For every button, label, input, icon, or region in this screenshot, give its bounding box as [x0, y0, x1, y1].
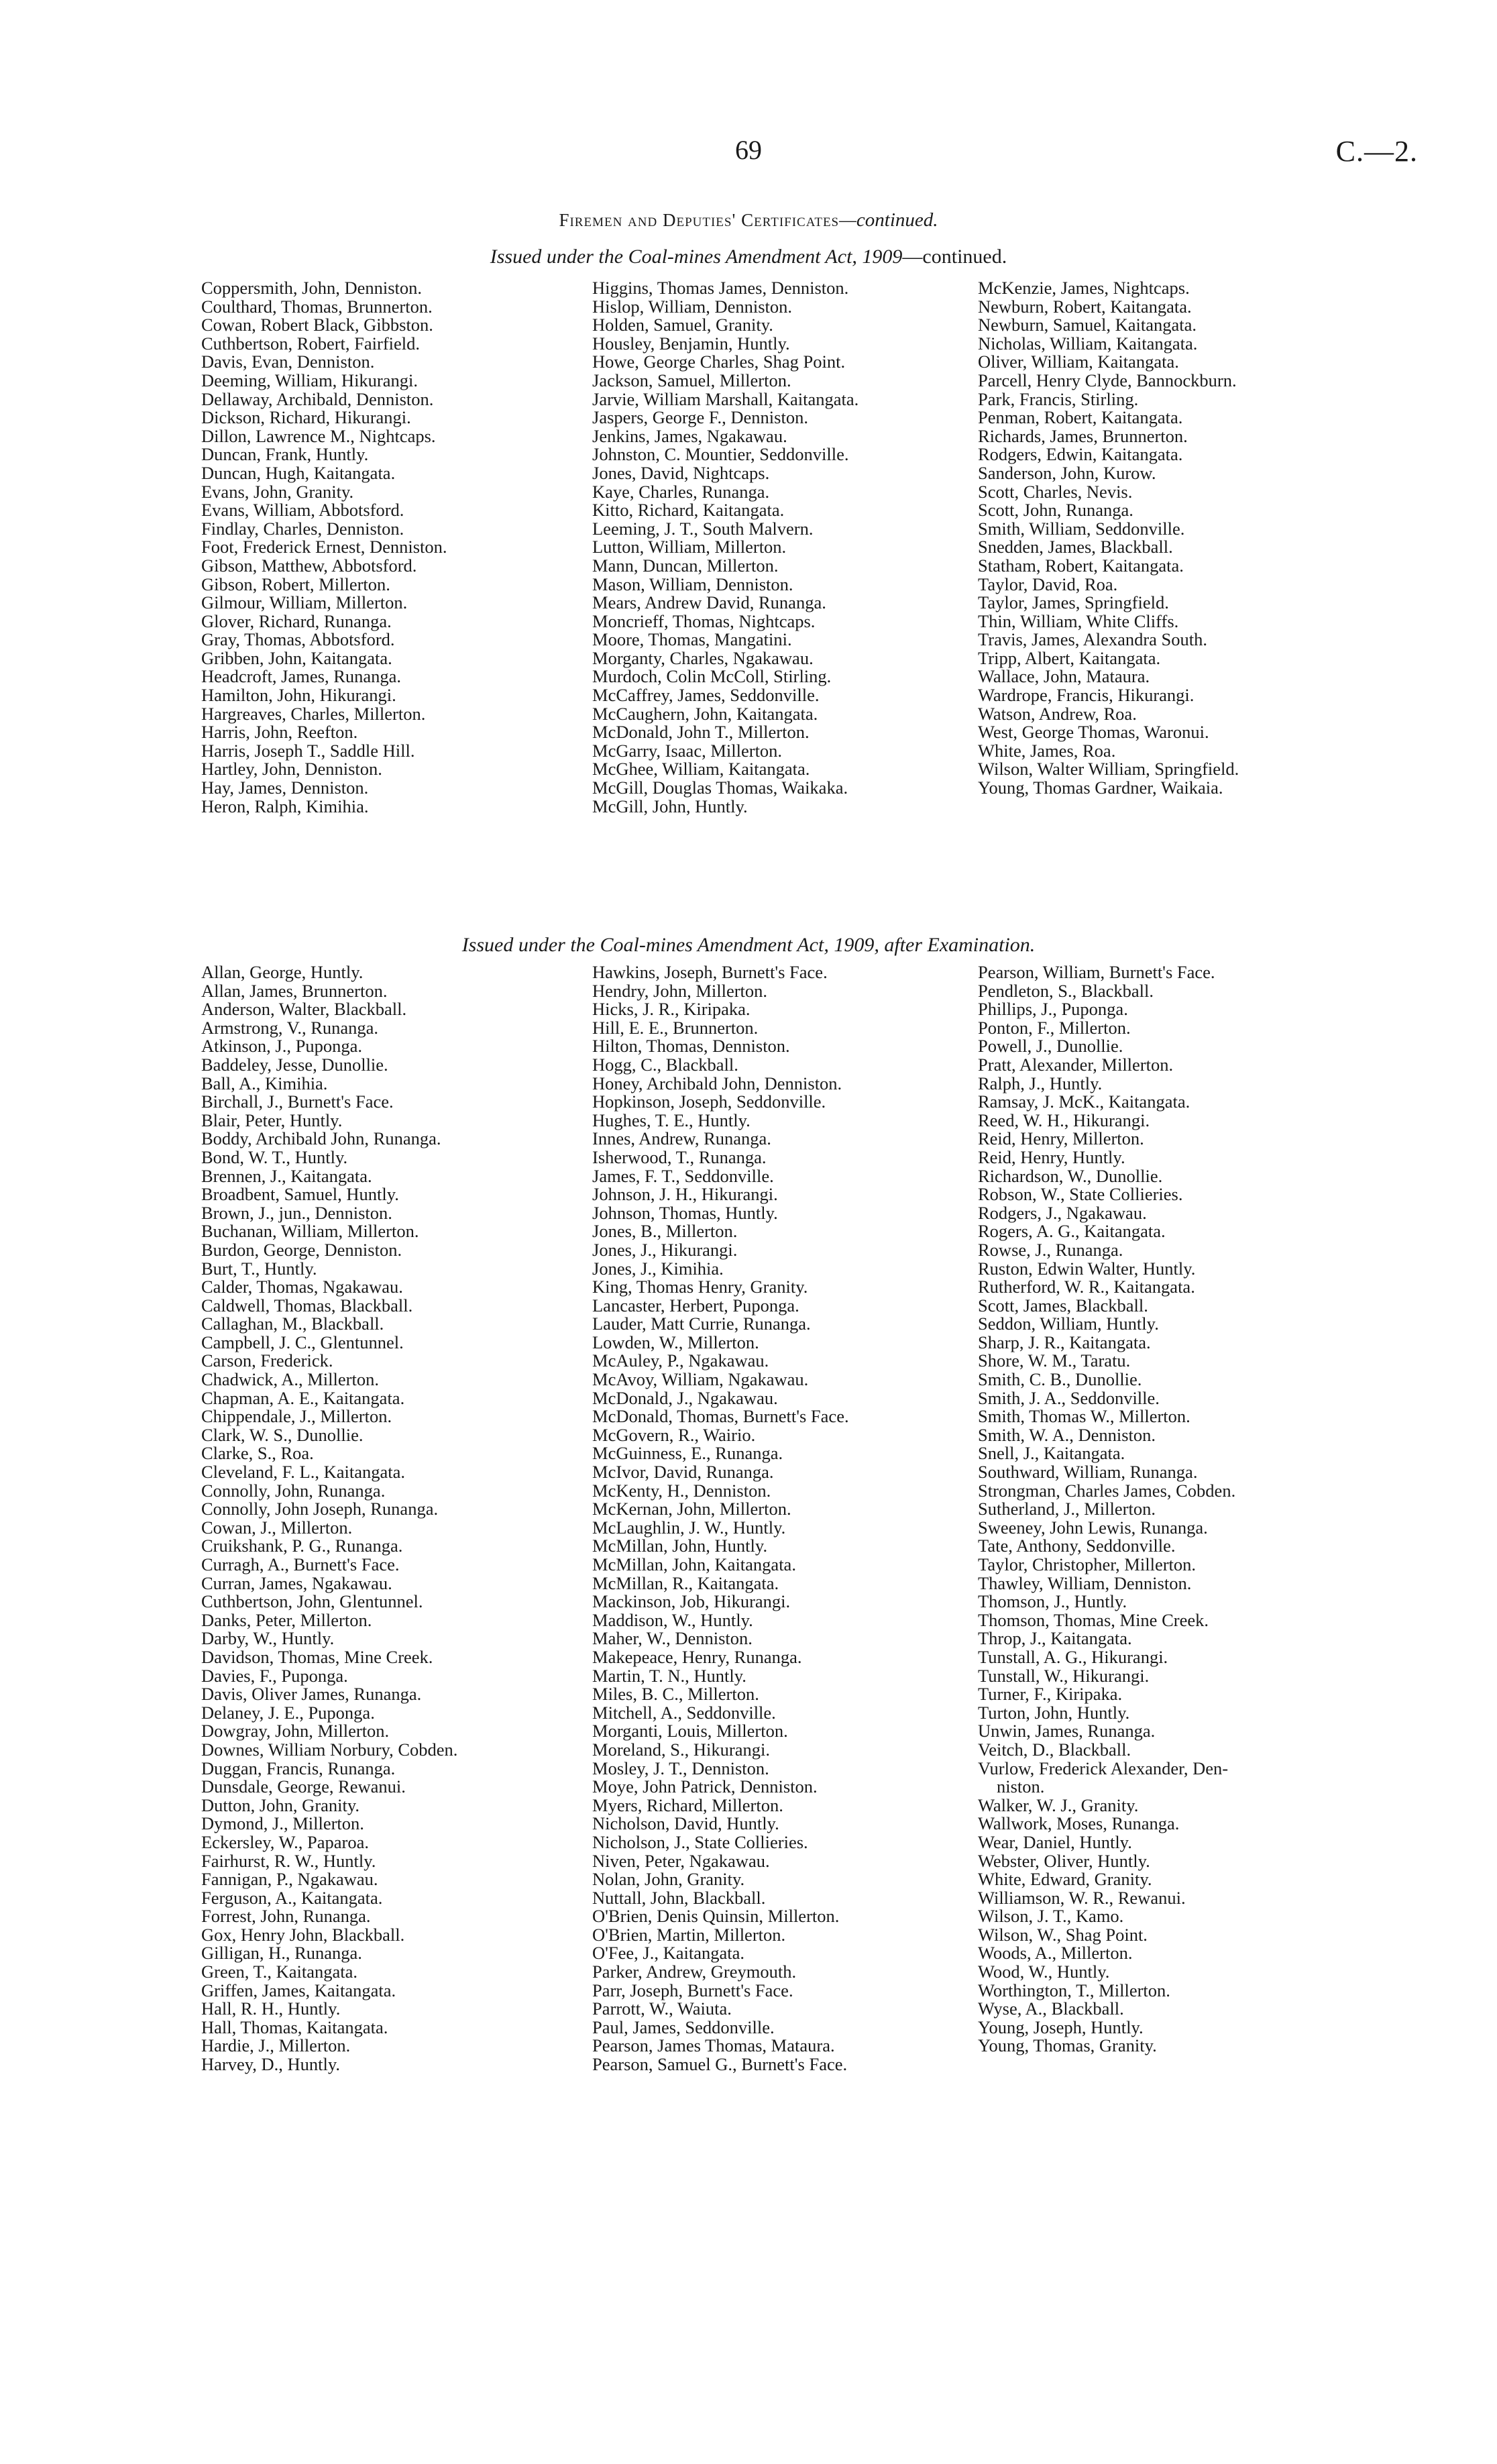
- certificate-entry: Eckersley, W., Paparoa.: [201, 1831, 369, 1852]
- certificate-entry: Southward, William, Runanga.: [978, 1462, 1198, 1483]
- certificate-entry: Wear, Daniel, Huntly.: [978, 1831, 1132, 1852]
- certificate-entry: Unwin, James, Runanga.: [978, 1721, 1156, 1742]
- certificate-entry: Jones, B., Millerton.: [592, 1221, 738, 1242]
- certificate-entry: Young, Thomas Gardner, Waikaia.: [978, 778, 1223, 798]
- certificate-entry: Worthington, T., Millerton.: [978, 1980, 1170, 2000]
- certificate-entry: Glover, Richard, Runanga.: [201, 610, 392, 631]
- certificate-entry: Gray, Thomas, Abbotsford.: [201, 629, 395, 650]
- certificate-entry: McLaughlin, J. W., Huntly.: [592, 1517, 786, 1538]
- certificate-entry: Nicholson, J., State Collieries.: [592, 1831, 808, 1852]
- certificate-entry: Tripp, Albert, Kaitangata.: [978, 647, 1161, 668]
- certificate-entry: Snedden, James, Blackball.: [978, 537, 1173, 557]
- certificate-entry: Martin, T. N., Huntly.: [592, 1665, 746, 1686]
- certificate-entry: Duncan, Frank, Huntly.: [201, 444, 369, 465]
- certificate-entry: McCaughern, John, Kaitangata.: [592, 703, 818, 724]
- certificate-entry: Rowse, J., Runanga.: [978, 1239, 1123, 1260]
- certificate-entry: Harvey, D., Huntly.: [201, 2054, 341, 2075]
- certificate-entry: Gilmour, William, Millerton.: [201, 592, 408, 613]
- certificate-entry: Pendleton, S., Blackball.: [978, 980, 1154, 1001]
- certificate-entry: McGuinness, E., Runanga.: [592, 1443, 783, 1464]
- certificate-entry: Nolan, John, Granity.: [592, 1869, 745, 1890]
- certificate-entry: Mackinson, Job, Hikurangi.: [592, 1591, 791, 1612]
- certificate-entry: White, Edward, Granity.: [978, 1869, 1152, 1890]
- certificate-entry: Bond, W. T., Huntly.: [201, 1146, 348, 1167]
- certificate-entry: Wood, W., Huntly.: [978, 1962, 1110, 1982]
- certificate-entry: Moreland, S., Hikurangi.: [592, 1739, 770, 1760]
- certificate-entry: Brennen, J., Kaitangata.: [201, 1165, 372, 1186]
- certificate-entry: Reid, Henry, Huntly.: [978, 1146, 1125, 1167]
- running-title-main: Firemen and Deputies' Certificates: [559, 210, 840, 230]
- certificate-entry: Jones, David, Nightcaps.: [592, 462, 770, 483]
- certificate-entry: Innes, Andrew, Runanga.: [592, 1128, 771, 1149]
- certificate-entry: Jenkins, James, Ngakawau.: [592, 425, 787, 446]
- certificate-entry: Young, Thomas, Granity.: [978, 2035, 1157, 2056]
- certificate-entry: Turton, John, Huntly.: [978, 1702, 1130, 1723]
- certificate-entry: Hardie, J., Millerton.: [201, 2035, 351, 2056]
- certificate-entry: Rodgers, J., Ngakawau.: [978, 1202, 1147, 1223]
- certificate-entry: Morganty, Charles, Ngakawau.: [592, 647, 814, 668]
- certificate-entry: Powell, J., Dunollie.: [978, 1036, 1123, 1057]
- certificate-entry: Chippendale, J., Millerton.: [201, 1406, 392, 1427]
- certificate-entry: Parker, Andrew, Greymouth.: [592, 1962, 797, 1982]
- certificate-entry: Reid, Henry, Millerton.: [978, 1128, 1144, 1149]
- certificate-entry: Kaye, Charles, Runanga.: [592, 481, 770, 502]
- certificate-entry: Lancaster, Herbert, Puponga.: [592, 1295, 799, 1316]
- certificate-entry: O'Brien, Martin, Millerton.: [592, 1924, 786, 1945]
- certificate-entry: McMillan, John, Huntly.: [592, 1536, 768, 1556]
- certificate-entry: Buchanan, William, Millerton.: [201, 1221, 419, 1242]
- certificate-entry: Hendry, John, Millerton.: [592, 980, 768, 1001]
- certificate-entry: Hamilton, John, Hikurangi.: [201, 685, 396, 706]
- certificate-entry: Clarke, S., Roa.: [201, 1443, 314, 1464]
- certificate-entry: Davis, Oliver James, Runanga.: [201, 1684, 422, 1705]
- section2-heading: [0, 934, 1497, 957]
- certificate-entry: Wyse, A., Blackball.: [978, 1998, 1124, 2019]
- certificate-entry: White, James, Roa.: [978, 740, 1116, 761]
- certificate-entry: Connolly, John Joseph, Runanga.: [201, 1499, 439, 1519]
- certificate-entry: West, George Thomas, Waronui.: [978, 722, 1209, 743]
- certificate-entry: McGarry, Isaac, Millerton.: [592, 740, 783, 761]
- certificate-entry: Allan, James, Brunnerton.: [201, 980, 388, 1001]
- certificate-entry: Honey, Archibald John, Denniston.: [592, 1073, 842, 1093]
- certificate-entry: Thawley, William, Denniston.: [978, 1572, 1192, 1593]
- certificate-entry: Turner, F., Kiripaka.: [978, 1684, 1123, 1705]
- certificate-entry: Nicholas, William, Kaitangata.: [978, 333, 1198, 354]
- certificate-entry: Fairhurst, R. W., Huntly.: [201, 1850, 376, 1871]
- section1-column-2: [592, 279, 858, 816]
- certificate-entry: Headcroft, James, Runanga.: [201, 666, 402, 687]
- certificate-entry: Young, Joseph, Huntly.: [978, 2017, 1144, 2037]
- certificate-entry: Mitchell, A., Seddonville.: [592, 1702, 776, 1723]
- certificate-entry: Hogg, C., Blackball.: [592, 1054, 738, 1075]
- certificate-entry: Ball, A., Kimihia.: [201, 1073, 328, 1093]
- certificate-entry: Cleveland, F. L., Kaitangata.: [201, 1462, 406, 1483]
- certificate-entry: McMillan, John, Kaitangata.: [592, 1554, 796, 1574]
- certificate-entry: Tunstall, W., Hikurangi.: [978, 1665, 1150, 1686]
- certificate-entry: Thomson, Thomas, Mine Creek.: [978, 1609, 1209, 1630]
- certificate-entry: Mann, Duncan, Millerton.: [592, 555, 779, 576]
- certificate-entry: Gox, Henry John, Blackball.: [201, 1924, 405, 1945]
- certificate-entry: Taylor, David, Roa.: [978, 574, 1118, 594]
- certificate-entry: Myers, Richard, Millerton.: [592, 1795, 783, 1815]
- certificate-entry: Isherwood, T., Runanga.: [592, 1146, 767, 1167]
- certificate-entry: Brown, J., jun., Denniston.: [201, 1202, 392, 1223]
- certificate-entry: Gilligan, H., Runanga.: [201, 1943, 362, 1964]
- certificate-entry: Veitch, D., Blackball.: [978, 1739, 1131, 1760]
- certificate-entry: Heron, Ralph, Kimihia.: [201, 796, 369, 816]
- certificate-entry: McDonald, J., Ngakawau.: [592, 1387, 778, 1408]
- certificate-entry: Hislop, William, Denniston.: [592, 296, 793, 317]
- certificate-entry: Hill, E. E., Brunnerton.: [592, 1017, 759, 1038]
- certificate-entry: Davies, F., Puponga.: [201, 1665, 348, 1686]
- certificate-entry: Chadwick, A., Millerton.: [201, 1369, 379, 1390]
- certificate-entry: Burt, T., Huntly.: [201, 1258, 317, 1279]
- certificate-entry: Danks, Peter, Millerton.: [201, 1609, 372, 1630]
- certificate-entry: Chapman, A. E., Kaitangata.: [201, 1387, 405, 1408]
- certificate-entry: Lowden, W., Millerton.: [592, 1332, 759, 1352]
- certificate-entry: Maddison, W., Huntly.: [592, 1609, 753, 1630]
- certificate-entry: Burdon, George, Denniston.: [201, 1239, 402, 1260]
- certificate-entry: Snell, J., Kaitangata.: [978, 1443, 1125, 1464]
- section1-column-3: [978, 279, 1239, 798]
- certificate-entry: McKernan, John, Millerton.: [592, 1499, 791, 1519]
- certificate-entry: McAvoy, William, Ngakawau.: [592, 1369, 809, 1390]
- certificate-entry: McGill, Douglas Thomas, Waikaka.: [592, 778, 848, 798]
- certificate-entry: Anderson, Walter, Blackball.: [201, 999, 407, 1020]
- certificate-entry: Robson, W., State Collieries.: [978, 1184, 1183, 1205]
- certificate-entry: McMillan, R., Kaitangata.: [592, 1572, 779, 1593]
- certificate-entry: Webster, Oliver, Huntly.: [978, 1850, 1150, 1871]
- certificate-entry: Blair, Peter, Huntly.: [201, 1110, 343, 1130]
- certificate-entry: Statham, Robert, Kaitangata.: [978, 555, 1184, 576]
- certificate-entry: Atkinson, J., Puponga.: [201, 1036, 362, 1057]
- section2-column-2: [592, 963, 849, 2074]
- page-reference: C.—2.: [1335, 135, 1418, 168]
- certificate-entry: Hopkinson, Joseph, Seddonville.: [592, 1091, 826, 1112]
- certificate-entry: Morganti, Louis, Millerton.: [592, 1721, 788, 1742]
- certificate-entry: Reed, W. H., Hikurangi.: [978, 1110, 1150, 1130]
- certificate-entry: Oliver, William, Kaitangata.: [978, 352, 1179, 372]
- certificate-entry: Pearson, James Thomas, Mataura.: [592, 2035, 835, 2056]
- certificate-entry: Nicholson, David, Huntly.: [592, 1813, 779, 1834]
- certificate-entry: Harris, Joseph T., Saddle Hill.: [201, 740, 415, 761]
- certificate-entry: Phillips, J., Puponga.: [978, 999, 1128, 1020]
- certificate-entry: Broadbent, Samuel, Huntly.: [201, 1184, 399, 1205]
- certificate-entry: Moye, John Patrick, Denniston.: [592, 1776, 818, 1797]
- certificate-entry: Rutherford, W. R., Kaitangata.: [978, 1277, 1195, 1297]
- certificate-entry: Curran, James, Ngakawau.: [201, 1572, 392, 1593]
- certificate-entry: Foot, Frederick Ernest, Denniston.: [201, 537, 447, 557]
- section1-heading: [0, 246, 1497, 268]
- certificate-entry: Dymond, J., Millerton.: [201, 1813, 364, 1834]
- certificate-entry: Connolly, John, Runanga.: [201, 1480, 386, 1501]
- certificate-entry: Hartley, John, Denniston.: [201, 759, 382, 780]
- certificate-entry: Baddeley, Jesse, Dunollie.: [201, 1054, 388, 1075]
- certificate-entry: Watson, Andrew, Roa.: [978, 703, 1137, 724]
- certificate-entry: Davis, Evan, Denniston.: [201, 352, 375, 372]
- certificate-entry: Richards, James, Brunnerton.: [978, 425, 1188, 446]
- certificate-entry: Gibson, Robert, Millerton.: [201, 574, 390, 594]
- certificate-entry: Hall, Thomas, Kaitangata.: [201, 2017, 388, 2037]
- certificate-entry: Birchall, J., Burnett's Face.: [201, 1091, 394, 1112]
- certificate-entry: Ponton, F., Millerton.: [978, 1017, 1131, 1038]
- certificate-entry: Pratt, Alexander, Millerton.: [978, 1054, 1174, 1075]
- certificate-entry: Maher, W., Denniston.: [592, 1628, 753, 1649]
- certificate-entry: Dickson, Richard, Hikurangi.: [201, 407, 411, 428]
- certificate-entry: Hall, R. H., Huntly.: [201, 1998, 341, 2019]
- certificate-entry: Travis, James, Alexandra South.: [978, 629, 1208, 650]
- certificate-entry: Campbell, J. C., Glentunnel.: [201, 1332, 404, 1352]
- section2-heading-act: the Coal-mines Amendment Act, 1909, after Examination.: [570, 934, 1036, 956]
- certificate-entry: niston.: [997, 1776, 1045, 1797]
- certificate-entry: Carson, Frederick.: [201, 1350, 333, 1371]
- certificate-entry: Shore, W. M., Taratu.: [978, 1350, 1131, 1371]
- certificate-entry: McKenty, H., Denniston.: [592, 1480, 771, 1501]
- section2-column-1: [201, 963, 457, 2074]
- certificate-entry: Johnson, Thomas, Huntly.: [592, 1202, 778, 1223]
- certificate-entry: Niven, Peter, Ngakawau.: [592, 1850, 770, 1871]
- certificate-entry: McGhee, William, Kaitangata.: [592, 759, 810, 780]
- certificate-entry: Boddy, Archibald John, Runanga.: [201, 1128, 441, 1149]
- certificate-entry: Seddon, William, Huntly.: [978, 1314, 1159, 1334]
- certificate-entry: O'Fee, J., Kaitangata.: [592, 1943, 745, 1964]
- certificate-entry: Duncan, Hugh, Kaitangata.: [201, 462, 396, 483]
- certificate-entry: Thin, William, White Cliffs.: [978, 610, 1179, 631]
- certificate-entry: Wilson, W., Shag Point.: [978, 1924, 1148, 1945]
- certificate-entry: Pearson, Samuel G., Burnett's Face.: [592, 2054, 848, 2075]
- certificate-entry: Dunsdale, George, Rewanui.: [201, 1776, 406, 1797]
- certificate-entry: Howe, George Charles, Shag Point.: [592, 352, 846, 372]
- running-title-continued: —continued.: [839, 209, 938, 231]
- certificate-entry: Thomson, J., Huntly.: [978, 1591, 1127, 1612]
- certificate-entry: Evans, William, Abbotsford.: [201, 500, 404, 521]
- certificate-entry: Cuthbertson, John, Glentunnel.: [201, 1591, 423, 1612]
- certificate-entry: Rogers, A. G., Kaitangata.: [978, 1221, 1166, 1242]
- certificate-entry: Scott, James, Blackball.: [978, 1295, 1148, 1316]
- certificate-entry: Calder, Thomas, Ngakawau.: [201, 1277, 403, 1297]
- certificate-entry: Ramsay, J. McK., Kaitangata.: [978, 1091, 1190, 1112]
- certificate-entry: Lauder, Matt Currie, Runanga.: [592, 1314, 811, 1334]
- certificate-entry: Richardson, W., Dunollie.: [978, 1165, 1163, 1186]
- certificate-entry: Mears, Andrew David, Runanga.: [592, 592, 826, 613]
- certificate-entry: Parrott, W., Waiuta.: [592, 1998, 732, 2019]
- certificate-entry: McIvor, David, Runanga.: [592, 1462, 774, 1483]
- certificate-entry: Throp, J., Kaitangata.: [978, 1628, 1132, 1649]
- certificate-entry: Mason, William, Denniston.: [592, 574, 793, 594]
- certificate-entry: Ruston, Edwin Walter, Huntly.: [978, 1258, 1196, 1279]
- certificate-entry: Dillon, Lawrence M., Nightcaps.: [201, 425, 436, 446]
- certificate-entry: Moore, Thomas, Mangatini.: [592, 629, 792, 650]
- certificate-entry: Armstrong, V., Runanga.: [201, 1017, 379, 1038]
- certificate-entry: Paul, James, Seddonville.: [592, 2017, 775, 2037]
- certificate-entry: Penman, Robert, Kaitangata.: [978, 407, 1183, 428]
- certificate-entry: Jones, J., Kimihia.: [592, 1258, 724, 1279]
- certificate-entry: Johnson, J. H., Hikurangi.: [592, 1184, 778, 1205]
- certificate-entry: Walker, W. J., Granity.: [978, 1795, 1139, 1815]
- certificate-entry: Rodgers, Edwin, Kaitangata.: [978, 444, 1183, 465]
- certificate-entry: Holden, Samuel, Granity.: [592, 315, 773, 335]
- certificate-entry: Vurlow, Frederick Alexander, Den-: [978, 1758, 1229, 1778]
- certificate-entry: Coppersmith, John, Denniston.: [201, 278, 423, 298]
- certificate-entry: Park, Francis, Stirling.: [978, 388, 1139, 409]
- certificate-entry: Hicks, J. R., Kiripaka.: [592, 999, 751, 1020]
- certificate-entry: Darby, W., Huntly.: [201, 1628, 335, 1649]
- certificate-entry: Kitto, Richard, Kaitangata.: [592, 500, 785, 521]
- certificate-entry: McGill, John, Huntly.: [592, 796, 748, 816]
- certificate-entry: Woods, A., Millerton.: [978, 1943, 1133, 1964]
- certificate-entry: Moncrieff, Thomas, Nightcaps.: [592, 610, 816, 631]
- certificate-entry: Cowan, Robert Black, Gibbston.: [201, 315, 433, 335]
- certificate-entry: Allan, George, Huntly.: [201, 962, 364, 982]
- certificate-entry: Wilson, J. T., Kamo.: [978, 1906, 1124, 1927]
- certificate-entry: Parcell, Henry Clyde, Bannockburn.: [978, 370, 1237, 390]
- certificate-entry: Harris, John, Reefton.: [201, 722, 358, 743]
- certificate-entry: Gibson, Matthew, Abbotsford.: [201, 555, 417, 576]
- certificate-entry: Ferguson, A., Kaitangata.: [201, 1887, 383, 1908]
- certificate-entry: Jaspers, George F., Denniston.: [592, 407, 808, 428]
- certificate-entry: Wallace, John, Mataura.: [978, 666, 1150, 687]
- certificate-entry: Griffen, James, Kaitangata.: [201, 1980, 396, 2000]
- certificate-entry: Smith, Thomas W., Millerton.: [978, 1406, 1190, 1427]
- certificate-entry: Tunstall, A. G., Hikurangi.: [978, 1646, 1168, 1667]
- certificate-entry: McCaffrey, James, Seddonville.: [592, 685, 820, 706]
- certificate-entry: Sanderson, John, Kurow.: [978, 462, 1156, 483]
- certificate-entry: Caldwell, Thomas, Blackball.: [201, 1295, 413, 1316]
- certificate-entry: Newburn, Samuel, Kaitangata.: [978, 315, 1197, 335]
- certificate-entry: Taylor, Christopher, Millerton.: [978, 1554, 1197, 1574]
- certificate-entry: Pearson, William, Burnett's Face.: [978, 962, 1215, 982]
- certificate-entry: Delaney, J. E., Puponga.: [201, 1702, 375, 1723]
- certificate-entry: Newburn, Robert, Kaitangata.: [978, 296, 1192, 317]
- running-title: [0, 209, 1497, 231]
- certificate-entry: Tate, Anthony, Seddonville.: [978, 1536, 1176, 1556]
- certificate-entry: Dutton, John, Granity.: [201, 1795, 360, 1815]
- certificate-entry: McDonald, John T., Millerton.: [592, 722, 810, 743]
- certificate-entry: McGovern, R., Wairio.: [592, 1424, 756, 1445]
- certificate-entry: Coulthard, Thomas, Brunnerton.: [201, 296, 433, 317]
- certificate-entry: Jarvie, William Marshall, Kaitangata.: [592, 388, 859, 409]
- certificate-entry: Clark, W. S., Dunollie.: [201, 1424, 364, 1445]
- section2-column-3: [978, 963, 1235, 2055]
- certificate-entry: Smith, J. A., Seddonville.: [978, 1387, 1160, 1408]
- certificate-entry: Murdoch, Colin McColl, Stirling.: [592, 666, 832, 687]
- certificate-entry: Wardrope, Francis, Hikurangi.: [978, 685, 1195, 706]
- certificate-entry: Scott, Charles, Nevis.: [978, 481, 1133, 502]
- certificate-entry: Leeming, J. T., South Malvern.: [592, 518, 814, 539]
- certificate-entry: Downes, William Norbury, Cobden.: [201, 1739, 458, 1760]
- certificate-entry: Smith, William, Seddonville.: [978, 518, 1185, 539]
- certificate-entry: Fannigan, P., Ngakawau.: [201, 1869, 378, 1890]
- certificate-entry: Williamson, W. R., Rewanui.: [978, 1887, 1186, 1908]
- certificate-entry: Hughes, T. E., Huntly.: [592, 1110, 751, 1130]
- certificate-entry: Strongman, Charles James, Cobden.: [978, 1480, 1236, 1501]
- certificate-entry: Hargreaves, Charles, Millerton.: [201, 703, 426, 724]
- certificate-entry: Mosley, J. T., Denniston.: [592, 1758, 769, 1778]
- certificate-entry: Sweeney, John Lewis, Runanga.: [978, 1517, 1208, 1538]
- certificate-entry: Callaghan, M., Blackball.: [201, 1314, 384, 1334]
- certificate-entry: McAuley, P., Ngakawau.: [592, 1350, 769, 1371]
- certificate-entry: Smith, C. B., Dunollie.: [978, 1369, 1142, 1390]
- certificate-entry: Gribben, John, Kaitangata.: [201, 647, 392, 668]
- certificate-entry: Jackson, Samuel, Millerton.: [592, 370, 791, 390]
- certificate-entry: Hilton, Thomas, Denniston.: [592, 1036, 790, 1057]
- page-number: 69: [735, 135, 762, 165]
- certificate-entry: Findlay, Charles, Denniston.: [201, 518, 404, 539]
- certificate-entry: Wilson, Walter William, Springfield.: [978, 759, 1239, 780]
- certificate-entry: Evans, John, Granity.: [201, 481, 354, 502]
- certificate-entry: Sharp, J. R., Kaitangata.: [978, 1332, 1151, 1352]
- certificate-entry: Higgins, Thomas James, Denniston.: [592, 278, 849, 298]
- certificate-entry: Green, T., Kaitangata.: [201, 1962, 358, 1982]
- section1-heading-act: the Coal-mines Amendment Act, 1909: [598, 246, 903, 268]
- section1-heading-suffix: —continued.: [902, 246, 1007, 268]
- certificate-entry: King, Thomas Henry, Granity.: [592, 1277, 808, 1297]
- certificate-entry: Cuthbertson, Robert, Fairfield.: [201, 333, 421, 354]
- certificate-entry: O'Brien, Denis Quinsin, Millerton.: [592, 1906, 840, 1927]
- certificate-entry: Dowgray, John, Millerton.: [201, 1721, 390, 1742]
- certificate-entry: Parr, Joseph, Burnett's Face.: [592, 1980, 793, 2000]
- certificate-entry: McKenzie, James, Nightcaps.: [978, 278, 1190, 298]
- certificate-entry: Housley, Benjamin, Huntly.: [592, 333, 790, 354]
- certificate-entry: Miles, B. C., Millerton.: [592, 1684, 759, 1705]
- certificate-entry: Wallwork, Moses, Runanga.: [978, 1813, 1180, 1834]
- certificate-entry: Dellaway, Archibald, Denniston.: [201, 388, 434, 409]
- certificate-entry: Jones, J., Hikurangi.: [592, 1239, 738, 1260]
- section2-heading-prefix: Issued under: [461, 934, 565, 956]
- certificate-entry: Ralph, J., Huntly.: [978, 1073, 1103, 1093]
- certificate-entry: Duggan, Francis, Runanga.: [201, 1758, 396, 1778]
- certificate-entry: McDonald, Thomas, Burnett's Face.: [592, 1406, 849, 1427]
- certificate-entry: Sutherland, J., Millerton.: [978, 1499, 1156, 1519]
- certificate-entry: Smith, W. A., Denniston.: [978, 1424, 1156, 1445]
- certificate-entry: Cruikshank, P. G., Runanga.: [201, 1536, 403, 1556]
- certificate-entry: Nuttall, John, Blackball.: [592, 1887, 766, 1908]
- certificate-entry: Curragh, A., Burnett's Face.: [201, 1554, 400, 1574]
- certificate-entry: Scott, John, Runanga.: [978, 500, 1133, 521]
- certificate-entry: Makepeace, Henry, Runanga.: [592, 1646, 802, 1667]
- certificate-entry: Hawkins, Joseph, Burnett's Face.: [592, 962, 828, 982]
- section1-column-1: [201, 279, 447, 816]
- certificate-entry: Forrest, John, Runanga.: [201, 1906, 371, 1927]
- certificate-entry: Cowan, J., Millerton.: [201, 1517, 353, 1538]
- certificate-entry: Hay, James, Denniston.: [201, 778, 369, 798]
- certificate-entry: James, F. T., Seddonville.: [592, 1165, 774, 1186]
- certificate-entry: Johnston, C. Mountier, Seddonville.: [592, 444, 849, 465]
- certificate-entry: Lutton, William, Millerton.: [592, 537, 787, 557]
- certificate-entry: Davidson, Thomas, Mine Creek.: [201, 1646, 433, 1667]
- certificate-entry: Taylor, James, Springfield.: [978, 592, 1169, 613]
- section1-heading-prefix: Issued under: [490, 246, 594, 268]
- certificate-entry: Deeming, William, Hikurangi.: [201, 370, 419, 390]
